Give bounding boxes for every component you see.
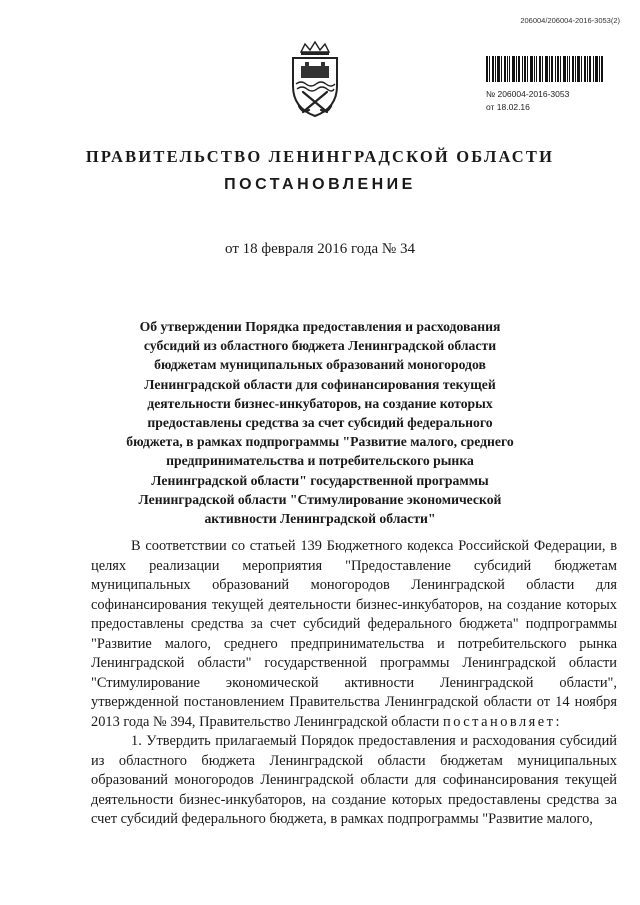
registration-block <box>486 56 616 113</box>
registration-number: № 206004-2016-3053 <box>486 89 570 99</box>
barcode-icon <box>486 56 604 82</box>
government-title: ПРАВИТЕЛЬСТВО ЛЕНИНГРАДСКОЙ ОБЛАСТИ <box>85 147 555 166</box>
leningrad-oblast-coat-of-arms-icon <box>283 40 347 118</box>
decree-heading: Об утверждении Порядка предоставления и расходования субсидий из областного бюджета Ленинградской области бюджетам муниципальных образований моногородов Ленинградской области для софинансирования текущей деятельности бизнес-инкубаторов, на создание которых предоставлены средства за счет субсидий федерального бюджета, в рамках подпрограммы "Развитие малого, среднего предпринимательства и потребительского рынка Ленинградской области" государственной программы Ленинградской области "Стимулирование экономической активности Ленинградской области" <box>126 319 514 527</box>
decree-body <box>91 537 617 830</box>
decree-title: ПОСТАНОВЛЕНИЕ <box>224 176 416 193</box>
document-code: 206004/206004-2016-3053(2) <box>520 16 620 25</box>
preamble-text: В соответствии со статьей 139 Бюджетного кодекса Российской Федерации, в целях реализации мероприятия "Предоставление субсидий бюджетам муниципальных образований моногородов Ленинградской области для софинансирования текущей деятельности бизнес-инкубаторов, на создание которых предоставлены средства за счет субсидий федерального бюджета" подпрограммы "Развитие малого, среднего предпринимательства и потребительского рынка Ленинградской области" государственной программы Ленинградской области "Стимулирование экономической активности Ленинградской области", утвержденной постановлением Правительства Ленинградской области от 14 ноября 2013 года № 394, Правительство Ленинградской области <box>91 538 617 730</box>
body-paragraph-item-1: 1. Утвердить прилагаемый Порядок предоставления и расходования субсидий из областного бюджета Ленинградской области бюджетам муниципальных образований моногородов Ленинградской области для софинансирования текущей деятельности бизнес-инкубаторов, на создание которых предоставлены средства за счет субсидий федерального бюджета, в рамках подпрограммы "Развитие малого, <box>91 733 617 827</box>
decree-date-line: от 18 февраля 2016 года № 34 <box>225 241 415 257</box>
body-paragraph-preamble <box>91 537 617 732</box>
registration-date: от 18.02.16 <box>486 102 530 112</box>
resolves-word: постановляет: <box>443 713 562 730</box>
